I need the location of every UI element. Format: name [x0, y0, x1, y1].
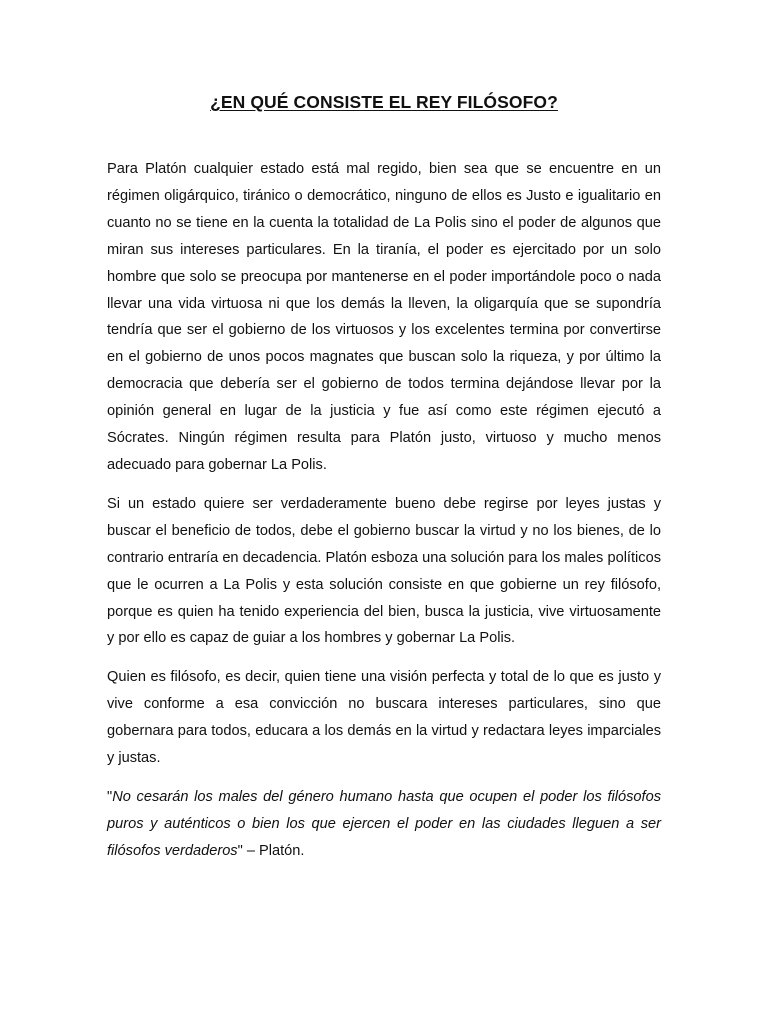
paragraph-1: Para Platón cualquier estado está mal regido, bien sea que se encuentre en un régimen oligárquico, tiránico o democrático, ninguno de ellos es Justo e igualitario en cuanto no se tiene en la cuenta la totalidad de La Polis sino el poder de algunos que miran sus intereses particulares. En la tiranía, el poder es ejercitado por un solo hombre que solo se preocupa por mantenerse en el poder importándole poco o nada llevar una vida virtuosa ni que los demás la lleven, la oligarquía que se supondría tendría que ser el gobierno de los virtuosos y los excelentes termina por convertirse en el gobierno de unos pocos magnates que buscan solo la riqueza, y por último la democracia que debería ser el gobierno de todos termina dejándose llevar por la opinión general en lugar de la justicia y fue así como este régimen ejecutó a Sócrates. Ningún régimen resulta para Platón justo, virtuoso y mucho menos adecuado para gobernar La Polis. [107, 161, 661, 473]
quote-open-mark: " [107, 788, 113, 805]
paragraph-2: Si un estado quiere ser verdaderamente bueno debe regirse por leyes justas y buscar el beneficio de todos, debe el gobierno buscar la virtud y no los bienes, de lo contrario entraría en decadencia. Platón esboza una solución para los males políticos que le ocurren a La Polis y esta solución consiste en que gobierne un rey filósofo, porque es quien ha tenido experiencia del bien, busca la justicia, vive virtuosamente y por ello es capaz de guiar a los hombres y gobernar La Polis. [107, 495, 661, 647]
quote-text: No cesarán los males del género humano hasta que ocupen el poder los filósofos puros y auténticos o bien los que ejercen el poder en las ciudades lleguen a ser filósofos verdaderos [107, 788, 661, 859]
document-body [107, 156, 661, 877]
quote-close-mark: " [237, 842, 243, 859]
plato-quote [107, 784, 661, 865]
quote-attribution: – Platón. [242, 842, 305, 859]
paragraph-3: Quien es filósofo, es decir, quien tiene una visión perfecta y total de lo que es justo y vive conforme a esa convicción no buscara intereses particulares, sino que gobernara para todos, educara a los demás en la virtud y redactara leyes imparciales y justas. [107, 669, 661, 767]
document-title: ¿EN QUÉ CONSISTE EL REY FILÓSOFO? [210, 92, 558, 112]
